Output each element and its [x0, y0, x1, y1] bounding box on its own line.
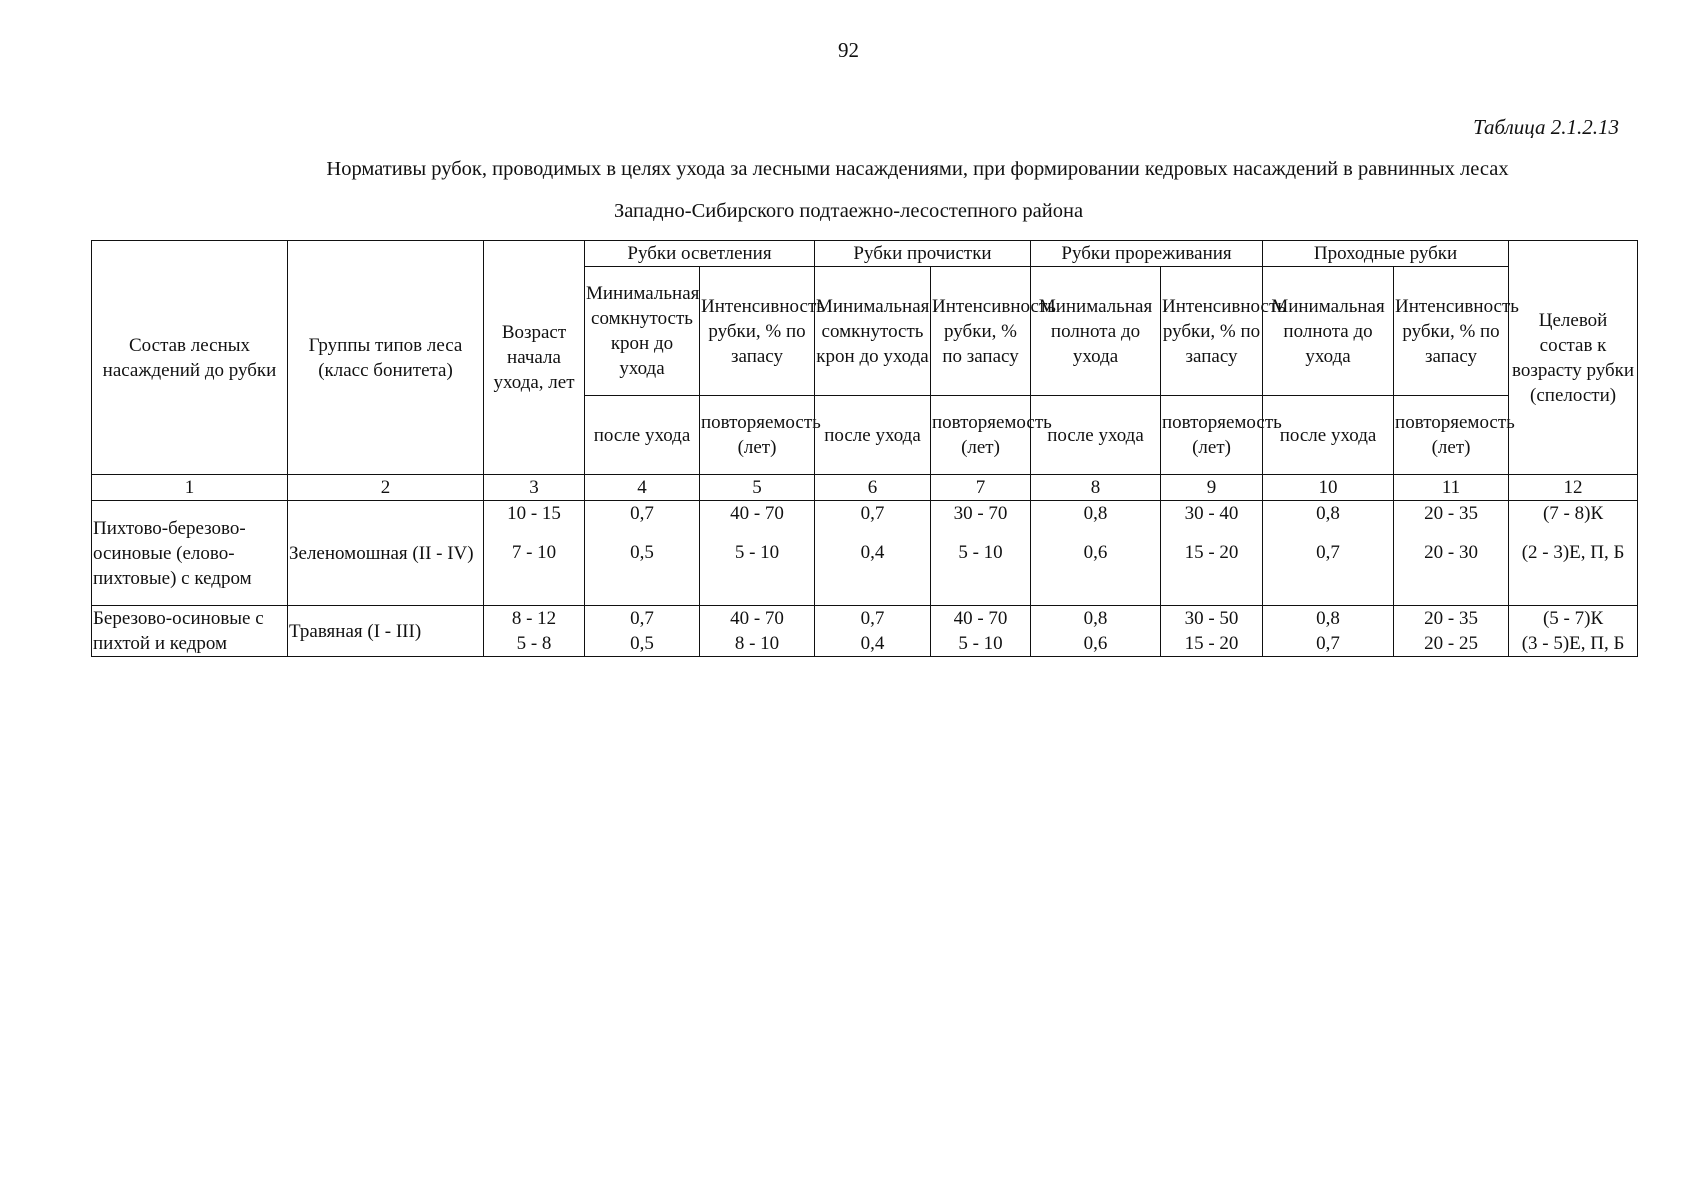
column-number: 8: [1031, 475, 1161, 501]
column-number: 3: [484, 475, 585, 501]
cell-c10: [1263, 501, 1394, 606]
cell-composition: Пихтово-березово-осиновые (елово-пихтовые) с кедром: [92, 501, 288, 606]
cell-c7: [931, 501, 1031, 606]
cell-value: 5 - 10: [958, 542, 1003, 563]
cell-c9: [1161, 501, 1263, 606]
cell-value: 0,5: [630, 542, 654, 563]
cell-value: 15 - 20: [1184, 542, 1239, 563]
cell-value: (5 - 7)К: [1542, 608, 1604, 629]
column-number: 11: [1394, 475, 1509, 501]
cell-value: 40 - 70: [730, 608, 784, 629]
cell-value: 5 - 10: [958, 633, 1003, 654]
cell-age: [484, 501, 585, 606]
header-row-groups: [92, 241, 1638, 267]
column-number: 10: [1263, 475, 1394, 501]
cell-c6: [815, 501, 931, 606]
cell-c8: [1031, 606, 1161, 657]
table-row: [92, 501, 1638, 606]
header-prr-min-density: Минимальная полнота до ухода: [1031, 267, 1161, 396]
header-group-prorezhivaniya: Рубки прореживания: [1031, 241, 1263, 267]
cell-value: 0,5: [630, 633, 654, 654]
cell-c11: [1394, 606, 1509, 657]
cell-value: 8 - 10: [734, 633, 780, 654]
table-title-line-2: Западно-Сибирского подтаежно-лесостепного района: [613, 200, 1084, 222]
header-prh-min-density: Минимальная полнота до ухода: [1263, 267, 1394, 396]
norms-table: [91, 240, 1638, 657]
header-start-age: Возраст начала ухода, лет: [484, 241, 585, 475]
cell-value: 30 - 70: [953, 503, 1008, 524]
cell-forest-group: Зеленомошная (II - IV): [288, 501, 484, 606]
header-group-osvetleniya: Рубки осветления: [585, 241, 815, 267]
column-number: 5: [700, 475, 815, 501]
header-osv-after: после ухода: [585, 396, 700, 475]
cell-value: 0,4: [860, 633, 885, 654]
table-title-line-1: Нормативы рубок, проводимых в целях ухода за лесными насаждениями, при формировании кедровых насаждений в равнинных лесах: [326, 158, 1509, 180]
cell-c8: [1031, 501, 1161, 606]
cell-value: 20 - 35: [1424, 608, 1478, 629]
cell-value: (2 - 3)Е, П, Б: [1521, 542, 1625, 563]
cell-c5: [700, 606, 815, 657]
cell-age: [484, 606, 585, 657]
cell-forest-group: Травяная (I - III): [288, 606, 484, 657]
header-osv-repeat: повторяемость (лет): [700, 396, 815, 475]
cell-c4: [585, 501, 700, 606]
cell-c6: [815, 606, 931, 657]
column-number: 2: [288, 475, 484, 501]
cell-value: 0,8: [1083, 608, 1108, 629]
cell-c4: [585, 606, 700, 657]
column-number: 12: [1509, 475, 1638, 501]
header-pro-min-density: Минимальная сомкнутость крон до ухода: [815, 267, 931, 396]
header-pro-repeat: повторяемость (лет): [931, 396, 1031, 475]
cell-value: 0,8: [1316, 503, 1340, 524]
column-number: 4: [585, 475, 700, 501]
cell-value: 20 - 30: [1424, 542, 1478, 563]
cell-value: 0,7: [630, 503, 654, 524]
cell-value: 7 - 10: [511, 542, 557, 563]
header-forest-group: Группы типов леса (класс бонитета): [288, 241, 484, 475]
cell-value: 0,6: [1083, 633, 1108, 654]
cell-value: 0,4: [860, 542, 885, 563]
column-number: 9: [1161, 475, 1263, 501]
cell-value: 0,7: [1316, 542, 1340, 563]
cell-target: [1509, 501, 1638, 606]
cell-value: 30 - 40: [1184, 503, 1239, 524]
cell-value: 5 - 10: [734, 542, 780, 563]
cell-value: 20 - 35: [1424, 503, 1478, 524]
header-pro-intensity: Интенсивность рубки, % по запасу: [931, 267, 1031, 396]
header-group-prochistki: Рубки прочистки: [815, 241, 1031, 267]
cell-value: 0,8: [1316, 608, 1340, 629]
header-prr-intensity: Интенсивность рубки, % по запасу: [1161, 267, 1263, 396]
cell-value: 30 - 50: [1184, 608, 1239, 629]
header-prh-repeat: повторяемость (лет): [1394, 396, 1509, 475]
header-prr-repeat: повторяемость (лет): [1161, 396, 1263, 475]
header-pro-after: после ухода: [815, 396, 931, 475]
header-osv-intensity: Интенсивность рубки, % по запасу: [700, 267, 815, 396]
cell-value: 0,7: [1316, 633, 1340, 654]
column-number: 1: [92, 475, 288, 501]
cell-composition: Березово-осиновые с пихтой и кедром: [92, 606, 288, 657]
header-prh-intensity: Интенсивность рубки, % по запасу: [1394, 267, 1509, 396]
table-row: [92, 606, 1638, 657]
cell-target: [1509, 606, 1638, 657]
header-prr-after: после ухода: [1031, 396, 1161, 475]
cell-value: 8 - 12: [511, 608, 557, 629]
table-label: Таблица 2.1.2.13: [1473, 115, 1619, 139]
cell-c11: [1394, 501, 1509, 606]
cell-c5: [700, 501, 815, 606]
cell-value: 15 - 20: [1184, 633, 1239, 654]
cell-value: (7 - 8)К: [1542, 503, 1604, 524]
cell-value: 0,7: [860, 503, 885, 524]
cell-value: 40 - 70: [730, 503, 784, 524]
cell-c7: [931, 606, 1031, 657]
cell-value: 0,6: [1083, 542, 1108, 563]
cell-value: 0,7: [860, 608, 885, 629]
header-prh-after: после ухода: [1263, 396, 1394, 475]
cell-value: 10 - 15: [507, 503, 561, 524]
cell-value: 40 - 70: [953, 608, 1008, 629]
header-target-composition: Целевой состав к возрасту рубки (спелости): [1509, 241, 1638, 475]
header-composition: Состав лесных насаждений до рубки: [92, 241, 288, 475]
cell-value: 20 - 25: [1424, 633, 1478, 654]
column-number: 6: [815, 475, 931, 501]
column-numbers-row: [92, 475, 1638, 501]
column-number: 7: [931, 475, 1031, 501]
page-number: 92: [838, 38, 859, 62]
cell-c10: [1263, 606, 1394, 657]
cell-value: (3 - 5)Е, П, Б: [1521, 633, 1625, 654]
cell-value: 0,7: [630, 608, 654, 629]
header-osv-min-density: Минимальная сомкнутость крон до ухода: [585, 267, 700, 396]
cell-value: 0,8: [1083, 503, 1108, 524]
header-group-prohodnye: Проходные рубки: [1263, 241, 1509, 267]
cell-c9: [1161, 606, 1263, 657]
cell-value: 5 - 8: [516, 633, 552, 654]
